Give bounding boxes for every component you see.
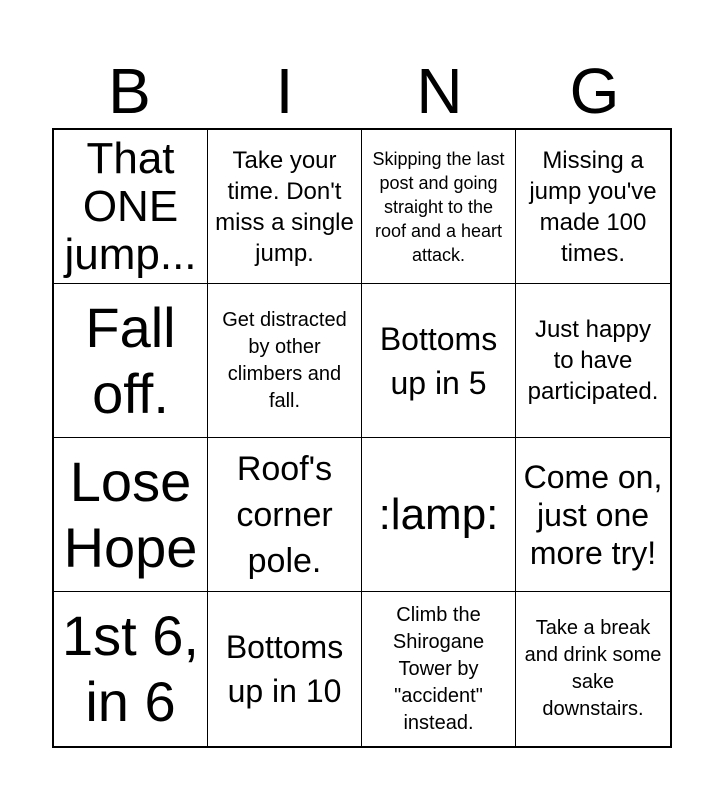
- bingo-header: [52, 55, 672, 127]
- bingo-cell-r4c4[interactable]: [516, 592, 670, 746]
- bingo-cell-r2c2[interactable]: [208, 284, 362, 438]
- bingo-grid: [52, 128, 672, 748]
- cell-text: Bottoms up in 5: [379, 320, 498, 401]
- bingo-cell-r4c2[interactable]: [208, 592, 362, 746]
- bingo-cell-r2c4[interactable]: [516, 284, 670, 438]
- cell-text: Missing a jump you've made 100 times.: [529, 146, 657, 267]
- bingo-cell-r3c1[interactable]: [54, 438, 208, 592]
- bingo-cell-r3c4[interactable]: [516, 438, 670, 592]
- bingo-cell-r3c2[interactable]: [208, 438, 362, 592]
- bingo-cell-r1c2[interactable]: [208, 130, 362, 284]
- cell-text: Just happy to have participated.: [527, 316, 659, 405]
- header-letter-b: B: [108, 55, 151, 127]
- bingo-cell-r1c4[interactable]: [516, 130, 670, 284]
- cell-text: Lose Hope: [63, 449, 198, 579]
- cell-text: Get distracted by other climbers and fall.: [222, 308, 347, 412]
- cell-text: Come on, just one more try!: [523, 458, 663, 571]
- header-letter-n: N: [416, 55, 463, 127]
- cell-text: :lamp:: [378, 489, 499, 539]
- bingo-cell-r2c3[interactable]: [362, 284, 516, 438]
- cell-text: 1st 6, in 6: [62, 604, 199, 733]
- cell-text: Take a break and drink some sake downstairs.: [524, 617, 662, 720]
- cell-text: That ONE jump...: [64, 133, 197, 279]
- header-letter-i: I: [275, 55, 294, 127]
- cell-text: Climb the Shirogane Tower by "accident" instead.: [392, 603, 485, 734]
- bingo-cell-r1c1[interactable]: [54, 130, 208, 284]
- bingo-cell-r1c3[interactable]: [362, 130, 516, 284]
- cell-text: Take your time. Don't miss a single jump.: [215, 146, 354, 267]
- bingo-cell-r3c3[interactable]: [362, 438, 516, 592]
- bingo-cell-r4c3[interactable]: [362, 592, 516, 746]
- bingo-cell-r4c1[interactable]: [54, 592, 208, 746]
- bingo-cell-r2c1[interactable]: [54, 284, 208, 438]
- cell-text: Bottoms up in 10: [225, 629, 344, 709]
- cell-text: Fall off.: [85, 295, 176, 425]
- cell-text: Skipping the last post and going straight to the roof and a heart attack.: [372, 148, 505, 265]
- cell-text: Roof's corner pole.: [236, 449, 333, 580]
- header-letter-g: G: [569, 55, 620, 127]
